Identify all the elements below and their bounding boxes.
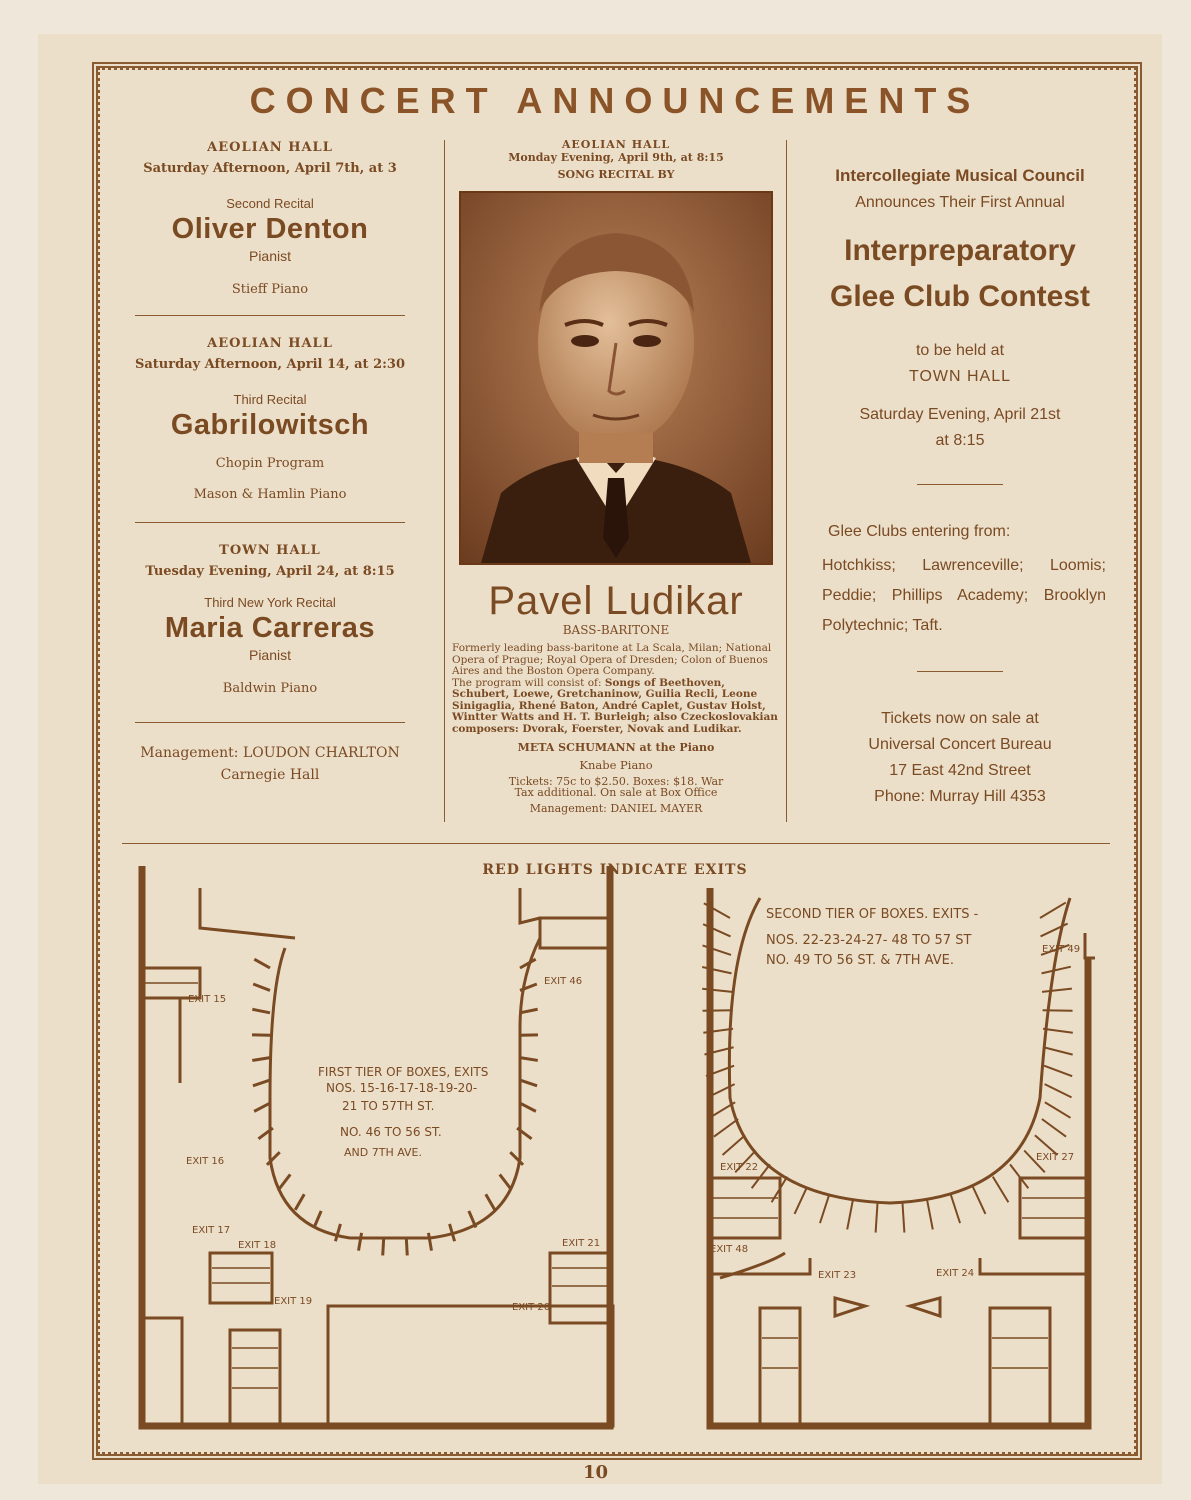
event-when: Tuesday Evening, April 24, at 8:15 [145, 564, 395, 579]
portrait-illustration [461, 193, 771, 563]
center-kind: SONG RECITAL BY [557, 168, 675, 181]
box-divider [253, 1080, 270, 1086]
event-recital: Second Recital [226, 196, 314, 211]
box-divider [993, 1177, 1009, 1203]
performer-bio [452, 643, 780, 735]
box-divider [1045, 1084, 1072, 1097]
event-role: Pianist [248, 647, 292, 663]
center-when: Monday Evening, April 9th, at 8:15 [508, 151, 724, 164]
left-column [120, 140, 420, 783]
exit-49-label: EXIT 49 [1042, 944, 1081, 955]
divider [135, 315, 405, 316]
box-divider [359, 1233, 362, 1251]
event-when: Saturday Afternoon, April 14, at 2:30 [134, 357, 406, 372]
center-hall: AEOLIAN HALL [561, 138, 671, 151]
page-title: CONCERT ANNOUNCEMENTS [249, 80, 981, 121]
exit-16-label: EXIT 16 [186, 1156, 225, 1167]
org-name: Intercollegiate Musical Council [835, 166, 1085, 185]
box-divider [406, 1237, 407, 1255]
tickets-line-1: Tickets now on sale at [881, 710, 1039, 727]
box-divider [335, 1224, 340, 1241]
bio-text: Formerly leading bass-baritone at La Scala, Milan; National Opera of Prague; Royal Opera of Dresden; Colon of Buenos Aires and the Boston Opera Company. [452, 642, 772, 677]
box-divider [1042, 967, 1071, 974]
first-tier-floorplan [120, 858, 620, 1448]
event-recital: Third Recital [233, 392, 307, 407]
second-tier-label-2: NOS. 22-23-24-27- 48 TO 57 ST [766, 933, 972, 948]
program-text: Songs of Beethoven, Schubert, Loewe, Gretchaninow, Guilia Recli, Leone Sinigaglia, Rhené Baton, André Caplet, Gustav Holst, Wintter Watts and H. T. Burleigh; also Czeckoslovakian composers: Dvorak, Foerster, Novak and Ludikar. [452, 676, 778, 735]
box-divider [428, 1233, 431, 1251]
exit-21-label: EXIT 21 [562, 1238, 601, 1249]
performer-voice: BASS-BARITONE [562, 623, 670, 637]
exit-27-label: EXIT 27 [1036, 1152, 1075, 1163]
box-divider [876, 1203, 878, 1233]
box-divider [723, 1135, 746, 1155]
divider [917, 484, 1003, 485]
event-hall: TOWN HALL [219, 543, 321, 558]
org-announces: Announces Their First Annual [855, 194, 1065, 211]
event-piano: Baldwin Piano [222, 681, 318, 696]
performer-name: Pavel Ludikar [488, 579, 744, 623]
box-divider [973, 1187, 986, 1214]
column-divider-left [444, 140, 445, 822]
event-artist: Gabrilowitsch [170, 409, 370, 441]
box-divider [1044, 1066, 1072, 1077]
box-divider [295, 1194, 304, 1210]
center-tickets: Tickets: 75c to $2.50. Boxes: $18. War Tax additional. On sale at Box Office [508, 775, 724, 799]
divider [917, 671, 1003, 672]
center-management: Management: DANIEL MAYER [529, 802, 703, 815]
box-divider [383, 1237, 384, 1255]
section-divider [122, 843, 1110, 844]
box-divider [279, 1174, 290, 1188]
box-divider [253, 984, 270, 990]
box-divider [902, 1203, 904, 1233]
exit-46-label: EXIT 46 [544, 976, 583, 987]
box-divider [1040, 903, 1066, 918]
second-tier-label-3: NO. 49 TO 56 ST. & 7TH AVE. [766, 953, 954, 968]
first-tier-label-1: FIRST TIER OF BOXES, EXITS [318, 1065, 489, 1079]
event-oliver-denton [120, 140, 420, 297]
box-divider [252, 1058, 270, 1061]
event-recital: Third New York Recital [204, 595, 336, 610]
box-divider [1043, 1029, 1073, 1033]
floorplan-caption: RED LIGHTS INDICATE EXITS [482, 862, 748, 878]
box-divider [927, 1200, 933, 1229]
exit-17-label: EXIT 17 [192, 1225, 231, 1236]
tickets-line-3: 17 East 42nd Street [889, 762, 1031, 779]
box-divider [314, 1211, 321, 1228]
left-management-place: Carnegie Hall [220, 767, 320, 783]
accompanist: META SCHUMANN at the Piano [517, 741, 715, 754]
page-number: 10 [582, 1462, 609, 1483]
box-divider [795, 1187, 808, 1214]
box-divider [254, 1103, 270, 1111]
event-title-1: Interpreparatory [844, 234, 1076, 267]
event-when: Saturday Afternoon, April 7th, at 3 [143, 161, 397, 176]
box-divider [1044, 1047, 1073, 1054]
event-gabrilowitsch [120, 336, 420, 502]
event-piano: Stieff Piano [231, 282, 309, 297]
exit-23-label: EXIT 23 [818, 1270, 857, 1281]
event-artist: Oliver Denton [171, 213, 369, 245]
center-piano: Knabe Piano [579, 758, 653, 772]
event-held: to be held at [915, 342, 1005, 359]
clubs-list: Hotchkiss; Lawrenceville; Loomis; Peddie; Phillips Academy; Brooklyn Polytechnic; Taft. [822, 557, 1106, 634]
first-tier-label-3: 21 TO 57TH ST. [342, 1099, 435, 1113]
exit-18-label: EXIT 18 [238, 1240, 277, 1251]
exit-22-label: EXIT 22 [720, 1162, 759, 1173]
box-divider [820, 1195, 829, 1224]
event-hall: AEOLIAN HALL [207, 336, 333, 351]
exit-19-label: EXIT 19 [274, 1296, 313, 1307]
event-date: Saturday Evening, April 21st [859, 406, 1061, 423]
divider [135, 722, 405, 723]
box-divider [847, 1200, 853, 1229]
box-divider [951, 1195, 960, 1224]
left-management: Management: LOUDON CHARLTON [140, 745, 400, 761]
exit-24-label: EXIT 24 [936, 1268, 975, 1279]
box-divider [714, 1119, 738, 1137]
box-divider [520, 1058, 538, 1061]
event-piano: Mason & Hamlin Piano [193, 487, 347, 502]
box-divider [520, 1009, 538, 1013]
tickets-line-4: Phone: Murray Hill 4353 [874, 788, 1046, 805]
first-tier-label-4: NO. 46 TO 56 ST. [340, 1125, 442, 1139]
clubs-intro: Glee Clubs entering from: [828, 523, 1011, 540]
box-divider [254, 959, 270, 968]
column-divider-right [786, 140, 787, 822]
event-time: at 8:15 [935, 432, 985, 449]
box-divider [1041, 924, 1068, 937]
program-intro: The program will consist of: [452, 676, 602, 689]
event-venue: TOWN HALL [908, 368, 1012, 385]
center-column [448, 138, 784, 815]
box-divider [486, 1194, 495, 1210]
first-tier-label-5: AND 7TH AVE. [344, 1146, 422, 1159]
tickets-line-2: Universal Concert Bureau [868, 736, 1052, 753]
second-tier-label-1: SECOND TIER OF BOXES. EXITS - [766, 907, 979, 922]
exit-48-label: EXIT 48 [710, 1244, 749, 1255]
event-title-2: Glee Club Contest [829, 280, 1091, 313]
event-hall: AEOLIAN HALL [207, 140, 333, 155]
box-divider [252, 1009, 270, 1013]
second-tier-floorplan [700, 858, 1120, 1448]
box-divider [1042, 1119, 1066, 1137]
box-divider [1045, 1102, 1071, 1118]
right-column [800, 140, 1120, 810]
event-artist: Maria Carreras [164, 612, 376, 644]
exit-20-label: EXIT 20 [512, 1302, 551, 1313]
event-role: Pianist [248, 248, 292, 264]
box-divider [500, 1174, 511, 1188]
box-divider [1042, 989, 1072, 992]
exit-15-label: EXIT 15 [188, 994, 227, 1005]
box-divider [520, 1080, 537, 1086]
event-maria-carreras [120, 543, 420, 696]
portrait-photo [459, 191, 773, 565]
box-divider [520, 1103, 536, 1111]
event-extra: Chopin Program [215, 456, 325, 471]
divider [135, 522, 405, 523]
first-tier-label-2: NOS. 15-16-17-18-19-20- [326, 1081, 478, 1095]
